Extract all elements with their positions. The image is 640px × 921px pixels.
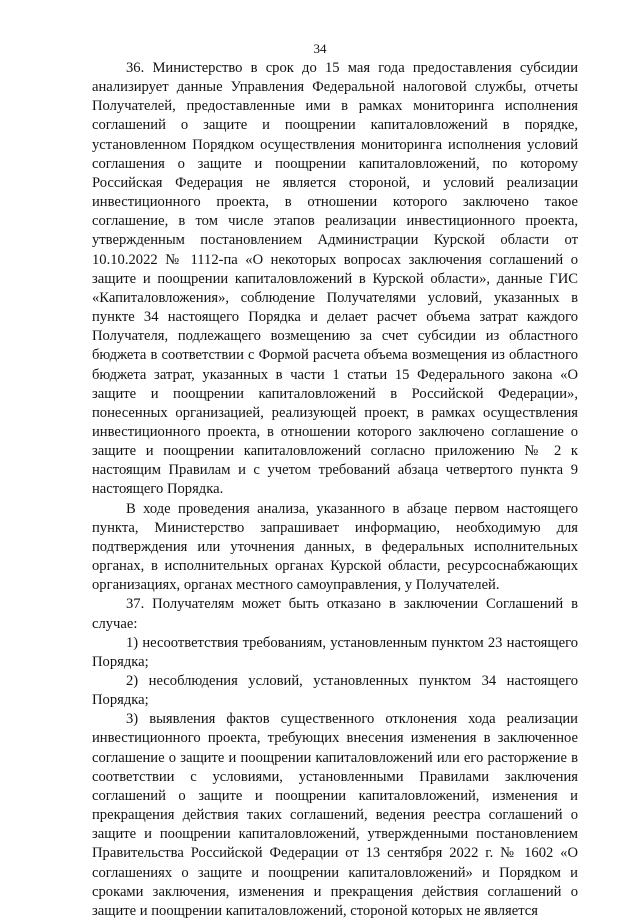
page-number: 34 [313,41,327,56]
list-item-1: 1) несоответствия требованиям, установленным пунктом 23 настоящего Порядка; [92,634,578,670]
paragraph-analysis: В ходе проведения анализа, указанного в абзаце первом настоящего пункта, Министерство запрашивает информацию, необходимую для подтверждения или уточнения данных, в федеральных исполнительных органах, в исполнительных органах Курской области, ресурсоснабжающих организациях, органах местного самоуправления, у Получателей. [92,500,578,594]
paragraph-37: 37. Получателям может быть отказано в заключении Соглашений в случае: [92,596,578,632]
document-body [92,59,578,921]
paragraph-36: 36. Министерство в срок до 15 мая года предоставления субсидии анализирует данные Управления Федеральной налоговой службы, отчеты Получателей, предоставленные ими в рамках мониторинга исполнения соглашений о защите и поощрении капиталовложений в порядке, установленном Порядком осуществления мониторинга исполнения условий соглашения о защите и поощрении капиталовложений, по которому Российская Федерация не является стороной, и условий реализации инвестиционного проекта, в отношении которого заключено такое соглашение, в том числе этапов реализации инвестиционного проекта, утвержденным постановлением Администрации Курской области от 10.10.2022 № 1112-па «О некоторых вопросах заключения соглашений о защите и поощрении капиталовложений в Курской области», данные ГИС «Капиталовложения», соблюдение Получателями условий, указанных в пункте 34 настоящего Порядка и делает расчет объема затрат каждого Получателя, подлежащего возмещению за счет субсидии из областного бюджета в соответствии с Формой расчета объема возмещения из областного бюджета затрат, указанных в части 1 статьи 15 Федерального закона «О защите и поощрении капиталовложений в Российской Федерации», понесенных организацией, реализующей проект, в рамках осуществления инвестиционного проекта, в отношении которого заключено соглашение о защите и поощрении капиталовложений согласно приложению № 2 к настоящим Правилам и с учетом требований абзаца четвертого пункта 9 настоящего Порядка. [92,60,578,498]
list-item-2: 2) несоблюдения условий, установленных пунктом 34 настоящего Порядка; [92,673,578,709]
list-item-3: 3) выявления фактов существенного отклонения хода реализации инвестиционного проекта, требующих внесения изменения в заключенное соглашение о защите и поощрении капиталовложений или его расторжение в соответствии с условиями, установленными Правилами заключения соглашений о защите и поощрении капиталовложений, изменения и прекращения действия таких соглашений, ведения реестра соглашений о защите и поощрении капиталовложений, утвержденными постановлением Правительства Российской Федерации от 13 сентября 2022 г. № 1602 «О соглашениях о защите и поощрении капиталовложений» и Порядком и сроками заключения, изменения и прекращения действия соглашений о защите и поощрении капиталовложений, стороной которых не является [92,711,578,919]
